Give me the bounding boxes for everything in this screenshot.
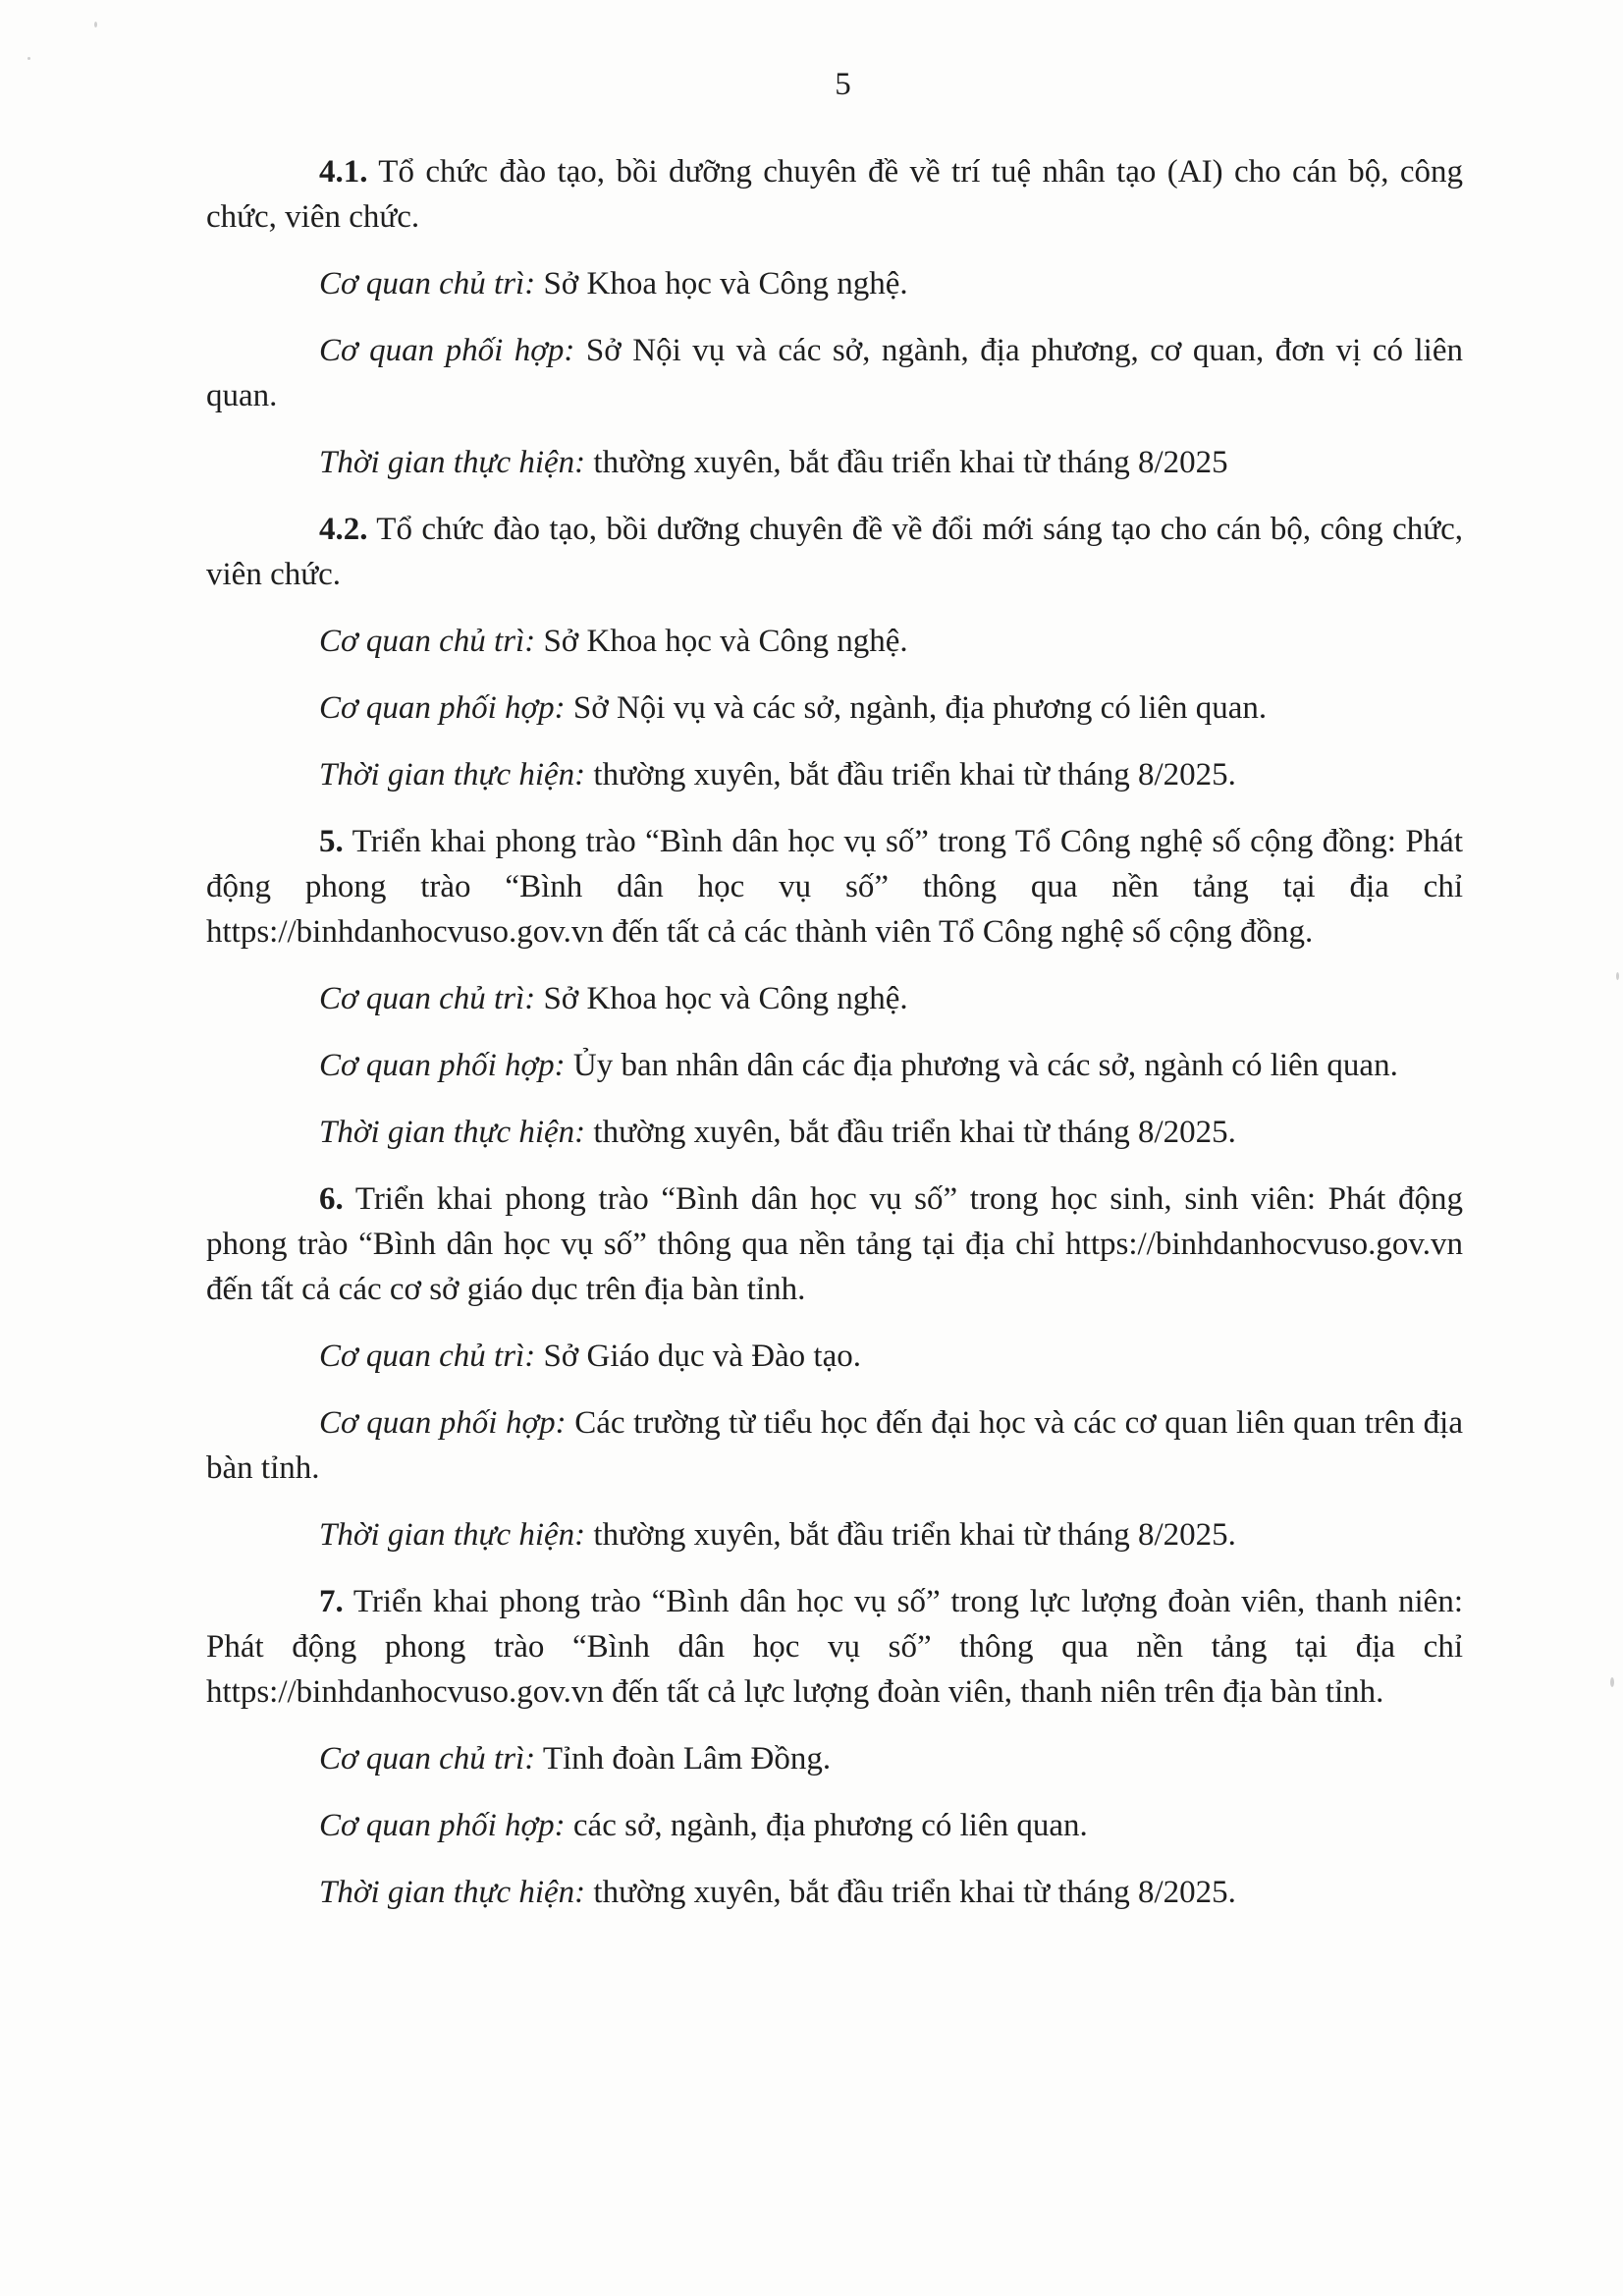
paragraph-text: thường xuyên, bắt đầu triển khai từ tháng 8/2025. — [585, 1875, 1236, 1910]
scan-speck — [1616, 972, 1619, 980]
detail-paragraph — [206, 976, 1463, 1021]
field-label: Cơ quan phối hợp: — [319, 1048, 566, 1083]
field-label: Cơ quan chủ trì: — [319, 1339, 536, 1374]
paragraph-text: Các trường từ tiểu học đến đại học và các cơ quan liên quan trên địa bàn tỉnh. — [206, 1405, 1463, 1486]
paragraph-text: Tổ chức đào tạo, bồi dưỡng chuyên đề về đổi mới sáng tạo cho cán bộ, công chức, viên chức. — [206, 512, 1463, 592]
field-label: Cơ quan phối hợp: — [319, 333, 575, 368]
paragraph-text: Sở Khoa học và Công nghệ. — [535, 266, 908, 301]
paragraph-text: Triển khai phong trào “Bình dân học vụ số” trong học sinh, sinh viên: Phát động phong trào “Bình dân học vụ số” thông qua nền tảng tại địa chỉ https://binhdanhocvuso.gov.vn đến tất cả các cơ sở giáo dục trên địa bàn tỉnh. — [206, 1181, 1463, 1307]
paragraph-text: Tổ chức đào tạo, bồi dưỡng chuyên đề về trí tuệ nhân tạo (AI) cho cán bộ, công chức, viên chức. — [206, 154, 1463, 235]
detail-paragraph — [206, 1870, 1463, 1915]
paragraph-text: Ủy ban nhân dân các địa phương và các sở, ngành có liên quan. — [565, 1048, 1398, 1083]
detail-paragraph — [206, 619, 1463, 664]
field-label: Cơ quan phối hợp: — [319, 690, 566, 726]
detail-paragraph — [206, 685, 1463, 731]
field-label: Thời gian thực hiện: — [319, 445, 586, 480]
paragraph-text: thường xuyên, bắt đầu triển khai từ tháng 8/2025. — [585, 1115, 1236, 1150]
detail-paragraph — [206, 1736, 1463, 1781]
scan-speck — [1610, 1677, 1614, 1687]
paragraph-text: thường xuyên, bắt đầu triển khai từ tháng 8/2025 — [585, 445, 1228, 480]
field-label: Thời gian thực hiện: — [319, 1517, 586, 1553]
scan-speck — [94, 22, 97, 27]
detail-paragraph — [206, 261, 1463, 306]
detail-paragraph — [206, 1400, 1463, 1491]
section-paragraph — [206, 149, 1463, 240]
detail-paragraph — [206, 1110, 1463, 1155]
detail-paragraph — [206, 752, 1463, 797]
section-paragraph — [206, 1176, 1463, 1312]
paragraph-text: thường xuyên, bắt đầu triển khai từ tháng 8/2025. — [585, 757, 1236, 793]
field-label: Thời gian thực hiện: — [319, 1115, 586, 1150]
paragraph-text: thường xuyên, bắt đầu triển khai từ tháng 8/2025. — [585, 1517, 1236, 1553]
section-number: 6. — [319, 1181, 344, 1217]
detail-paragraph — [206, 440, 1463, 485]
paragraph-text: Sở Khoa học và Công nghệ. — [535, 624, 908, 659]
paragraph-text: Sở Giáo dục và Đào tạo. — [535, 1339, 861, 1374]
paragraph-text: Sở Nội vụ và các sở, ngành, địa phương có liên quan. — [565, 690, 1268, 726]
section-number: 7. — [319, 1584, 344, 1619]
page-number: 5 — [835, 67, 851, 102]
paragraph-text: Triển khai phong trào “Bình dân học vụ số” trong lực lượng đoàn viên, thanh niên: Phát động phong trào “Bình dân học vụ số” thông qua nền tảng tại địa chỉ https://binhdanhocvuso.gov.vn đến tất cả lực lượng đoàn viên, thanh niên trên địa bàn tỉnh. — [206, 1584, 1463, 1710]
detail-paragraph — [206, 1043, 1463, 1088]
detail-paragraph — [206, 1803, 1463, 1848]
field-label: Thời gian thực hiện: — [319, 1875, 586, 1910]
section-number: 5. — [319, 824, 344, 859]
paragraph-text: Tỉnh đoàn Lâm Đồng. — [535, 1741, 832, 1777]
paragraph-text: Sở Nội vụ và các sở, ngành, địa phương, cơ quan, đơn vị có liên quan. — [206, 333, 1463, 413]
section-paragraph — [206, 507, 1463, 597]
field-label: Cơ quan phối hợp: — [319, 1405, 567, 1441]
field-label: Cơ quan phối hợp: — [319, 1808, 566, 1843]
section-paragraph — [206, 1579, 1463, 1715]
detail-paragraph — [206, 1512, 1463, 1558]
document-body — [206, 149, 1463, 1937]
paragraph-text: Sở Khoa học và Công nghệ. — [535, 981, 908, 1016]
paragraph-text: các sở, ngành, địa phương có liên quan. — [565, 1808, 1088, 1843]
detail-paragraph — [206, 328, 1463, 418]
field-label: Cơ quan chủ trì: — [319, 1741, 536, 1777]
section-number: 4.1. — [319, 154, 368, 190]
field-label: Cơ quan chủ trì: — [319, 981, 536, 1016]
detail-paragraph — [206, 1334, 1463, 1379]
section-paragraph — [206, 819, 1463, 955]
scan-speck — [27, 57, 30, 60]
section-number: 4.2. — [319, 512, 368, 547]
field-label: Cơ quan chủ trì: — [319, 266, 536, 301]
field-label: Cơ quan chủ trì: — [319, 624, 536, 659]
paragraph-text: Triển khai phong trào “Bình dân học vụ số” trong Tổ Công nghệ số cộng đồng: Phát động phong trào “Bình dân học vụ số” thông qua nền tảng tại địa chỉ https://binhdanhocvuso.gov.vn đến tất cả các thành viên Tổ Công nghệ số cộng đồng. — [206, 824, 1463, 950]
field-label: Thời gian thực hiện: — [319, 757, 586, 793]
